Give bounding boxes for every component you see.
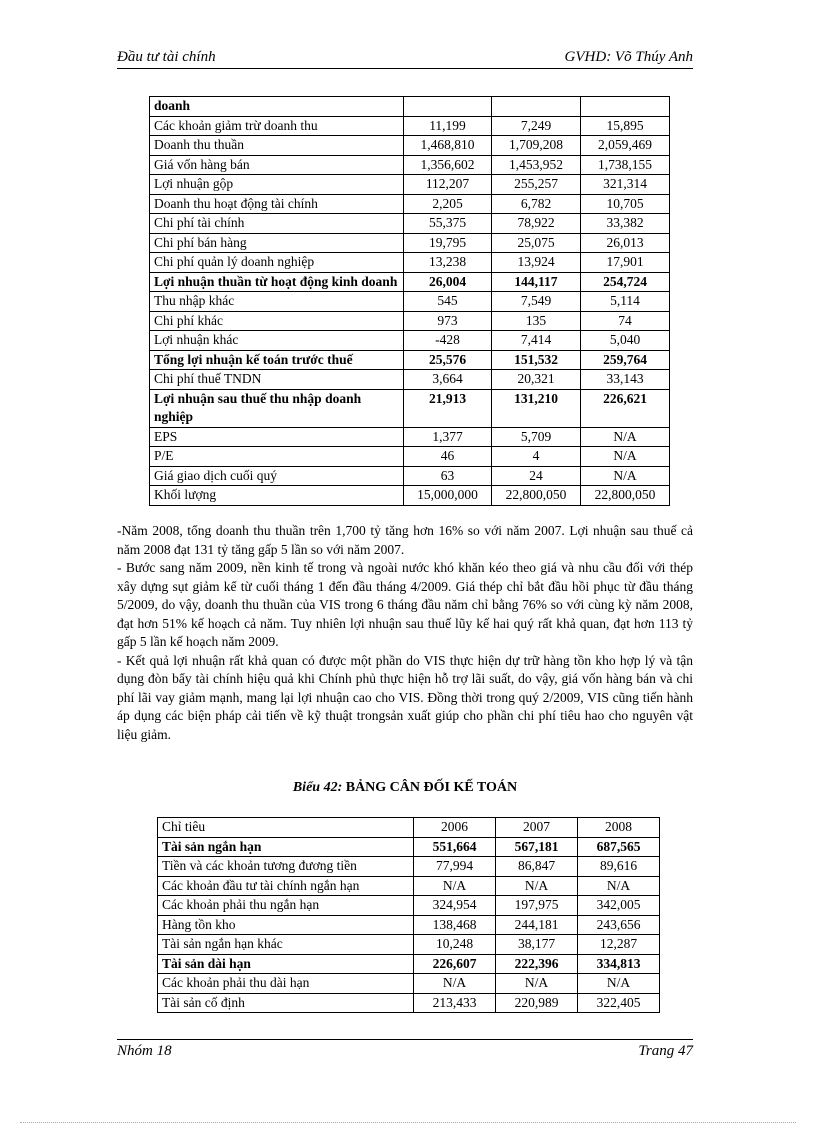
row-label: Tài sản ngắn hạn khác (158, 935, 414, 955)
row-value: 24 (492, 466, 581, 486)
row-value: 2,059,469 (581, 136, 670, 156)
income-statement-table (149, 96, 670, 506)
row-value: 144,117 (492, 272, 581, 292)
row-value: 226,607 (414, 954, 496, 974)
row-value: 11,199 (404, 116, 492, 136)
table-row (158, 993, 660, 1013)
row-value: N/A (581, 427, 670, 447)
table-row (158, 954, 660, 974)
row-value: 1,738,155 (581, 155, 670, 175)
table-row (150, 292, 670, 312)
table-row (150, 214, 670, 234)
row-value: 25,075 (492, 233, 581, 253)
row-value: 220,989 (496, 993, 578, 1013)
row-label: Khối lượng (150, 486, 404, 506)
row-value: -428 (404, 331, 492, 351)
row-value: 33,382 (581, 214, 670, 234)
row-label: Các khoản phải thu ngắn hạn (158, 896, 414, 916)
row-value: 10,248 (414, 935, 496, 955)
table-row (150, 427, 670, 447)
table-row (158, 818, 660, 838)
table-row (158, 876, 660, 896)
row-value: 7,414 (492, 331, 581, 351)
row-value: 259,764 (581, 350, 670, 370)
row-value: 973 (404, 311, 492, 331)
row-label: Tổng lợi nhuận kế toán trước thuế (150, 350, 404, 370)
table-row (150, 233, 670, 253)
row-value: 334,813 (578, 954, 660, 974)
row-value: N/A (414, 974, 496, 994)
row-value: 21,913 (404, 389, 492, 427)
row-value: 22,800,050 (492, 486, 581, 506)
row-label: Hàng tồn kho (158, 915, 414, 935)
table-row (150, 350, 670, 370)
table-row (150, 486, 670, 506)
row-label: Chi phí thuế TNDN (150, 370, 404, 390)
row-label: Chi phí bán hàng (150, 233, 404, 253)
row-label: Lợi nhuận sau thuế thu nhập doanh nghiệp (150, 389, 404, 427)
header-instructor: GVHD: Võ Thúy Anh (564, 49, 693, 65)
row-value: 78,922 (492, 214, 581, 234)
row-value: 38,177 (496, 935, 578, 955)
row-label: Các khoản giảm trừ doanh thu (150, 116, 404, 136)
footer-group: Nhóm 18 (117, 1043, 172, 1059)
row-value: 254,724 (581, 272, 670, 292)
row-value: 5,040 (581, 331, 670, 351)
table-row (150, 331, 670, 351)
row-value: 197,975 (496, 896, 578, 916)
row-value: 1,356,602 (404, 155, 492, 175)
row-value: N/A (578, 974, 660, 994)
page-header (117, 48, 693, 69)
row-value: 86,847 (496, 857, 578, 877)
row-value: 46 (404, 447, 492, 467)
row-value: 2,205 (404, 194, 492, 214)
row-value: 135 (492, 311, 581, 331)
row-label: Các khoản đầu tư tài chính ngắn hạn (158, 876, 414, 896)
row-value: 1,709,208 (492, 136, 581, 156)
row-value: 33,143 (581, 370, 670, 390)
row-value: 687,565 (578, 837, 660, 857)
table-row (158, 857, 660, 877)
row-label: EPS (150, 427, 404, 447)
balance-sheet-caption (117, 780, 693, 796)
row-value (404, 97, 492, 117)
row-value: 112,207 (404, 175, 492, 195)
row-value: 26,013 (581, 233, 670, 253)
row-label: Tiền và các khoản tương đương tiền (158, 857, 414, 877)
table-row (150, 370, 670, 390)
row-value: 25,576 (404, 350, 492, 370)
balance-sheet-table (157, 817, 660, 1013)
paragraph: - Bước sang năm 2009, nền kinh tế trong và ngoài nước khó khăn kéo theo giá và nhu cầu đối với thép xây dựng sụt giảm kể từ cuối tháng 1 đến đầu tháng 4/2009. Giá thép chỉ bắt đầu hồi phục từ đầu tháng 5/2009, do vậy, doanh thu thuần của VIS trong 6 tháng đầu năm chỉ bằng 76% so với cùng kỳ năm 2008, đạt hơn 51% kế hoạch cả năm. Tuy nhiên lợi nhuận sau thuế lũy kế hai quý rất khả quan, đạt hơn 113 tỷ gấp 5 lần kế hoạch năm 2009. (117, 560, 693, 649)
row-value (581, 97, 670, 117)
row-value: 1,377 (404, 427, 492, 447)
row-label: Doanh thu thuần (150, 136, 404, 156)
table-row (150, 97, 670, 117)
table-row (150, 447, 670, 467)
row-value: 151,532 (492, 350, 581, 370)
row-value: N/A (496, 876, 578, 896)
caption-title: BẢNG CÂN ĐỐI KẾ TOÁN (345, 780, 518, 795)
row-value: 5,114 (581, 292, 670, 312)
page-footer (117, 1039, 693, 1062)
row-label: Giá giao dịch cuối quý (150, 466, 404, 486)
row-value: 322,405 (578, 993, 660, 1013)
analysis-text (117, 522, 693, 744)
row-value: 243,656 (578, 915, 660, 935)
row-value: 10,705 (581, 194, 670, 214)
row-value: 324,954 (414, 896, 496, 916)
caption-prefix: Biểu 42: (292, 780, 343, 795)
row-value: 19,795 (404, 233, 492, 253)
row-label: Lợi nhuận gộp (150, 175, 404, 195)
row-value: 1,468,810 (404, 136, 492, 156)
row-value: 89,616 (578, 857, 660, 877)
row-value: 55,375 (404, 214, 492, 234)
row-value: N/A (581, 447, 670, 467)
row-value: 15,895 (581, 116, 670, 136)
row-label: P/E (150, 447, 404, 467)
row-value: 226,621 (581, 389, 670, 427)
row-value: 12,287 (578, 935, 660, 955)
row-value: 342,005 (578, 896, 660, 916)
row-value: 255,257 (492, 175, 581, 195)
row-value: 13,238 (404, 253, 492, 273)
row-value: 567,181 (496, 837, 578, 857)
table-row (158, 837, 660, 857)
paragraph: -Năm 2008, tổng doanh thu thuần trên 1,700 tỷ tăng hơn 16% so với năm 2007. Lợi nhuận sau thuế cả năm 2008 đạt 131 tỷ tăng gấp 5 lần so với năm 2007. (117, 523, 693, 557)
header-subject: Đầu tư tài chính (117, 49, 216, 65)
row-label: Tài sản cố định (158, 993, 414, 1013)
row-value: 26,004 (404, 272, 492, 292)
footer-page-number: Trang 47 (638, 1043, 693, 1059)
table-row (150, 389, 670, 427)
table-row (150, 116, 670, 136)
row-value: 2008 (578, 818, 660, 838)
row-value: 321,314 (581, 175, 670, 195)
row-value: 131,210 (492, 389, 581, 427)
table-row (150, 311, 670, 331)
row-value: N/A (496, 974, 578, 994)
row-label: Doanh thu hoạt động tài chính (150, 194, 404, 214)
table-row (150, 272, 670, 292)
row-value: 15,000,000 (404, 486, 492, 506)
table-row (158, 974, 660, 994)
balance-table-body (158, 818, 660, 1013)
row-label: Chi phí tài chính (150, 214, 404, 234)
row-value (492, 97, 581, 117)
row-value: 551,664 (414, 837, 496, 857)
row-value: 7,249 (492, 116, 581, 136)
row-value: 4 (492, 447, 581, 467)
table-row (150, 466, 670, 486)
row-value: 20,321 (492, 370, 581, 390)
table-row (158, 896, 660, 916)
table-row (150, 155, 670, 175)
table-row (150, 175, 670, 195)
row-value: 7,549 (492, 292, 581, 312)
row-value: 5,709 (492, 427, 581, 447)
row-value: 6,782 (492, 194, 581, 214)
row-value: 13,924 (492, 253, 581, 273)
row-value: N/A (578, 876, 660, 896)
row-value: 222,396 (496, 954, 578, 974)
row-label: Lợi nhuận khác (150, 331, 404, 351)
row-value: 1,453,952 (492, 155, 581, 175)
row-value: 2006 (414, 818, 496, 838)
paragraph: - Kết quả lợi nhuận rất khả quan có được một phần do VIS thực hiện dự trữ hàng tồn kho hợp lý và tận dụng đòn bẩy tài chính hiệu quả khi Chính phủ thực hiện hỗ trợ lãi suất, do vậy, giá vốn hàng bán và chi phí lãi vay giảm mạnh, mang lại lợi nhuận cao cho VIS. Đồng thời trong quý 2/2009, VIS cũng tiến hành áp dụng các biện pháp cải tiến về kỹ thuật trongsản xuất giúp cho phần chi phí tiêu hao cho nguyên vật liệu giảm. (117, 652, 693, 742)
row-value: 74 (581, 311, 670, 331)
row-value: 213,433 (414, 993, 496, 1013)
table-row (150, 253, 670, 273)
row-value: 244,181 (496, 915, 578, 935)
row-value: 22,800,050 (581, 486, 670, 506)
row-label: Lợi nhuận thuần từ hoạt động kinh doanh (150, 272, 404, 292)
row-value: 545 (404, 292, 492, 312)
table-row (150, 136, 670, 156)
row-label: Tài sản ngắn hạn (158, 837, 414, 857)
row-value: 3,664 (404, 370, 492, 390)
row-value: 63 (404, 466, 492, 486)
row-label: Chỉ tiêu (158, 818, 414, 838)
row-value: 2007 (496, 818, 578, 838)
row-label: doanh (150, 97, 404, 117)
row-value: 77,994 (414, 857, 496, 877)
table-row (150, 194, 670, 214)
row-value: 17,901 (581, 253, 670, 273)
income-table-body (150, 97, 670, 506)
row-label: Chi phí khác (150, 311, 404, 331)
row-label: Giá vốn hàng bán (150, 155, 404, 175)
row-value: 138,468 (414, 915, 496, 935)
row-label: Chi phí quản lý doanh nghiệp (150, 253, 404, 273)
table-row (158, 915, 660, 935)
row-value: N/A (414, 876, 496, 896)
row-label: Tài sản dài hạn (158, 954, 414, 974)
table-row (158, 935, 660, 955)
row-label: Các khoản phải thu dài hạn (158, 974, 414, 994)
row-value: N/A (581, 466, 670, 486)
row-label: Thu nhập khác (150, 292, 404, 312)
